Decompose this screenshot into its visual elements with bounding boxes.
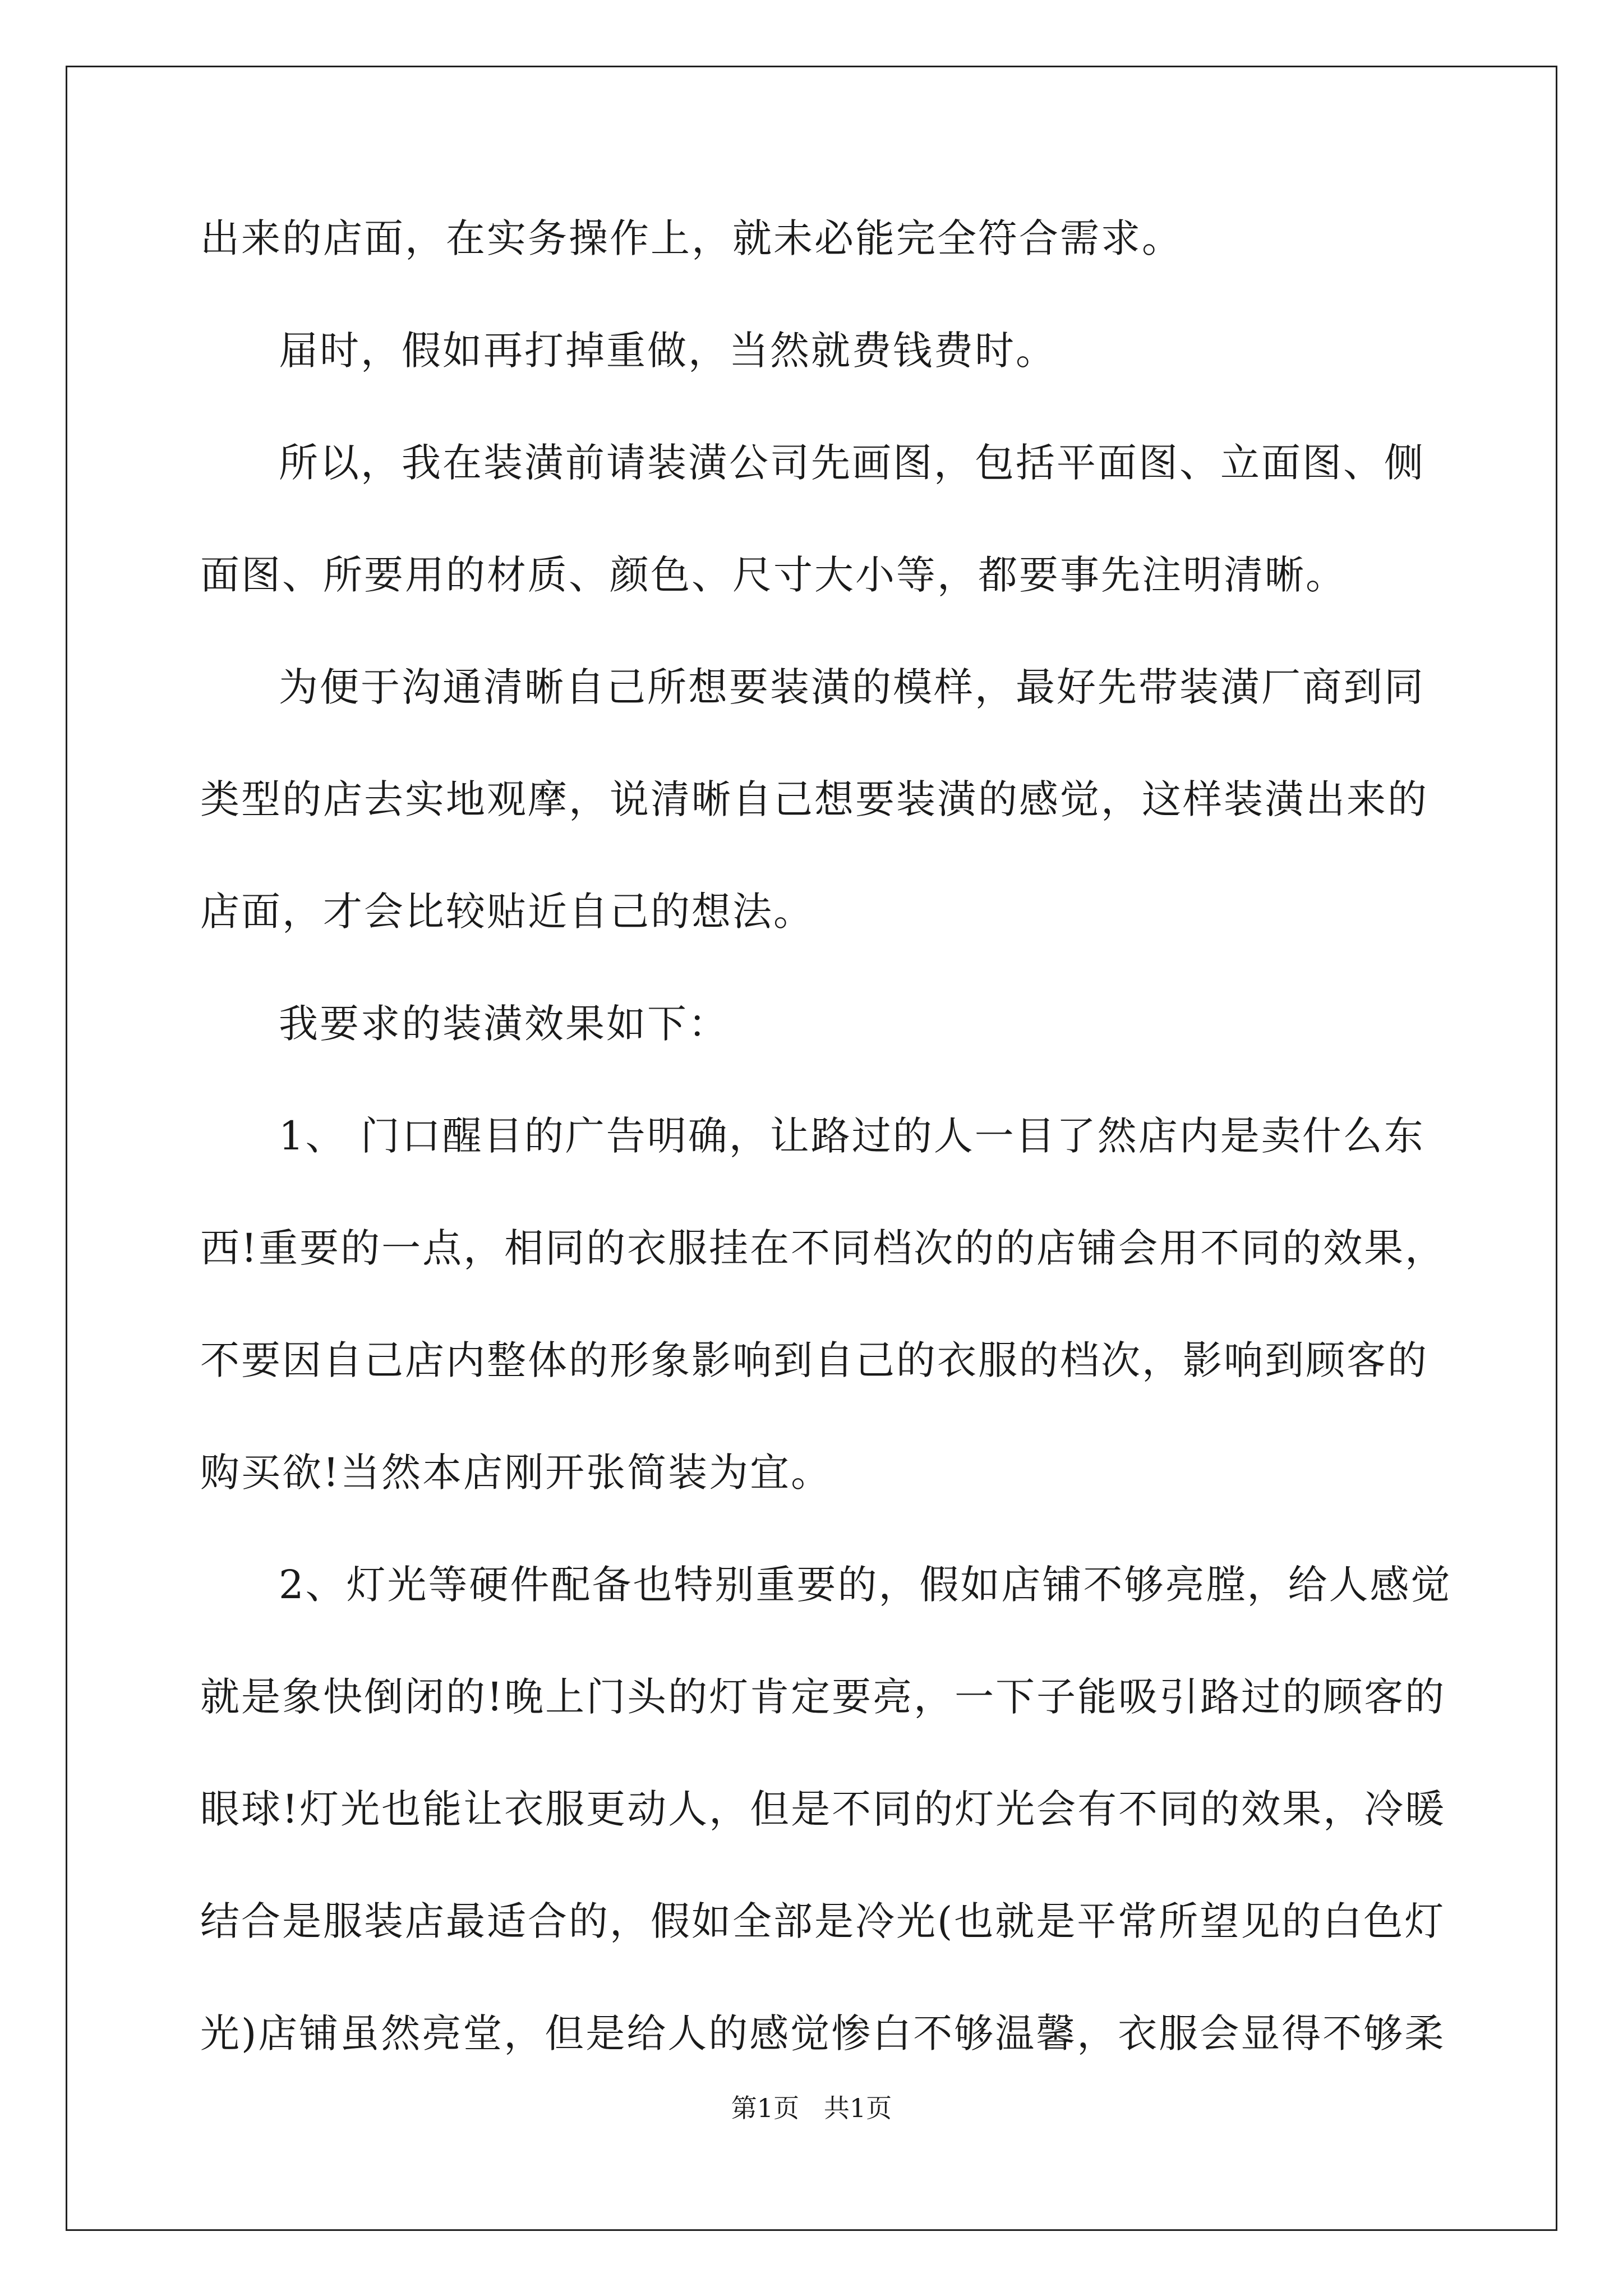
paragraph-line: 店面，才会比较贴近自己的想法。	[200, 889, 814, 935]
paragraph-line: 为便于沟通清晰自己所想要装潢的模样，最好先带装潢厂商到同	[279, 664, 1425, 710]
paragraph-line: 购买欲!当然本店刚开张简装为宜。	[200, 1450, 832, 1496]
page-footer: 第1页 共1页	[731, 2093, 892, 2123]
paragraph-line: 类型的店去实地观摩，说清晰自己想要装潢的感觉，这样装潢出来的	[200, 776, 1428, 822]
paragraph-line: 所以，我在装潢前请装潢公司先画图，包括平面图、立面图、侧	[279, 440, 1425, 486]
paragraph-line: 结合是服装店最适合的，假如全部是冷光(也就是平常所望见的白色灯	[200, 1898, 1446, 1944]
paragraph-line: 2、灯光等硬件配备也特别重要的，假如店铺不够亮膛，给人感觉	[279, 1562, 1452, 1608]
paragraph-line: 面图、所要用的材质、颜色、尺寸大小等，都要事先注明清晰。	[200, 552, 1347, 598]
paragraph-line: 出来的店面，在实务操作上，就未必能完全符合需求。	[200, 215, 1183, 261]
paragraph-line: 西!重要的一点，相同的衣服挂在不同档次的的店铺会用不同的效果，	[200, 1225, 1446, 1271]
paragraph-line: 就是象快倒闭的!晚上门头的灯肯定要亮，一下子能吸引路过的顾客的	[200, 1674, 1446, 1720]
paragraph-line: 我要求的装潢效果如下：	[279, 1001, 729, 1047]
paragraph-line: 光)店铺虽然亮堂，但是给人的感觉惨白不够温馨，衣服会显得不够柔	[200, 2010, 1446, 2056]
paragraph-line: 眼球!灯光也能让衣服更动人，但是不同的灯光会有不同的效果，冷暖	[200, 1786, 1446, 1832]
paragraph-line: 不要因自己店内整体的形象影响到自己的衣服的档次，影响到顾客的	[200, 1337, 1428, 1383]
paragraph-line: 届时，假如再打掉重做，当然就费钱费时。	[279, 328, 1057, 374]
paragraph-line: 1、 门口醒目的广告明确，让路过的人一目了然店内是卖什么东	[279, 1113, 1425, 1159]
